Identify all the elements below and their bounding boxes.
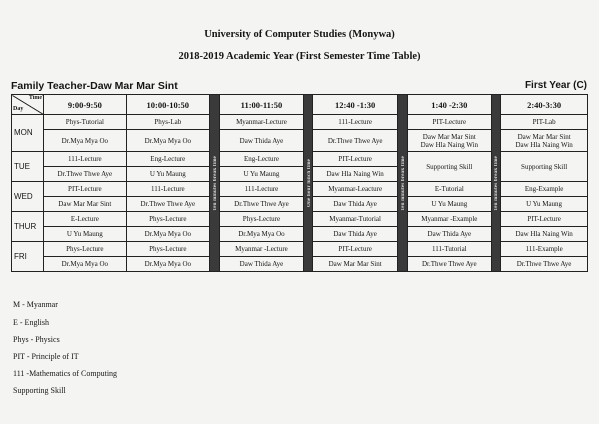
subject-cell: PIT-Lecture: [501, 212, 588, 227]
teacher-cell: Daw Mar Mar Sint Daw Hla Naing Win: [408, 130, 492, 152]
time-slot-6: 2:40-3:30: [501, 95, 588, 115]
teacher-cell: Dr.Mya Mya Oo: [219, 227, 304, 242]
header-row: [12, 95, 588, 115]
subject-cell: Myanmar-Leacture: [312, 182, 398, 197]
teacher-cell: Daw Hla Naing Win: [501, 227, 588, 242]
timetable: [11, 94, 588, 272]
subject-cell: PIT-Lab: [501, 115, 588, 130]
teacher-cell: Dr.Mya Mya Oo: [126, 257, 210, 272]
teacher-cell: U Yu Maung: [126, 167, 210, 182]
subject-cell: Myanmar-Tutorial: [312, 212, 398, 227]
subject-cell: Phys-Tutorial: [44, 115, 126, 130]
subject-cell: Phys-Lecture: [44, 242, 126, 257]
subject-cell: 111-Tutorial: [408, 242, 492, 257]
teacher-cell: U Yu Maung: [501, 197, 588, 212]
time-slot-2: 10:00-10:50: [126, 95, 210, 115]
table-row: [12, 257, 588, 272]
day-thur: THUR: [12, 212, 44, 242]
subject-cell: Phys-Lecture: [126, 212, 210, 227]
teacher-cell: U Yu Maung: [219, 167, 304, 182]
teacher-cell: U Yu Maung: [44, 227, 126, 242]
teacher-cell: Daw Thida Aye: [219, 257, 304, 272]
day-mon: MON: [12, 115, 44, 152]
legend-supporting-skill: Supporting Skill: [13, 386, 66, 395]
subject-cell: Myanmar -Example: [408, 212, 492, 227]
table-row: [12, 227, 588, 242]
teacher-cell: Dr.Thwe Thwe Aye: [501, 257, 588, 272]
subject-cell: Myanmar-Lecture: [219, 115, 304, 130]
table-row: [12, 242, 588, 257]
break-column-1: Ten minutes break time: [210, 95, 220, 272]
teacher-cell: Dr.Mya Mya Oo: [44, 257, 126, 272]
table-row: [12, 130, 588, 152]
table-row: [12, 212, 588, 227]
table-row: [12, 115, 588, 130]
teacher-cell: Dr.Mya Mya Oo: [126, 130, 210, 152]
corner-day-label: Day: [13, 106, 24, 112]
subject-cell: E-Lecture: [44, 212, 126, 227]
legend-english: E - English: [13, 318, 49, 327]
day-wed: WED: [12, 182, 44, 212]
day-tue: TUE: [12, 152, 44, 182]
legend-myanmar: M - Myanmar: [13, 300, 58, 309]
teacher-cell: Dr.Thwe Thwe Aye: [219, 197, 304, 212]
lunch-column: One hour lunch time: [304, 95, 313, 272]
time-slot-4: 12:40 -1:30: [312, 95, 398, 115]
day-fri: FRI: [12, 242, 44, 272]
class-year-label: First Year (C): [524, 80, 587, 91]
time-slot-1: 9:00-9:50: [44, 95, 126, 115]
break-column-3: Ten minutes break time: [491, 95, 501, 272]
subject-cell: PIT-Lecture: [312, 152, 398, 167]
teacher-cell: Daw Mar Mar Sint: [44, 197, 126, 212]
subject-cell: Phys-Lecture: [219, 212, 304, 227]
university-title: University of Computer Studies (Monywa): [204, 29, 395, 40]
teacher-cell: U Yu Maung: [408, 197, 492, 212]
table-row: [12, 182, 588, 197]
subject-cell: Eng-Example: [501, 182, 588, 197]
subject-cell: 111-Example: [501, 242, 588, 257]
teacher-cell: Daw Mar Mar Sint: [312, 257, 398, 272]
subject-cell: Eng-Lecture: [126, 152, 210, 167]
subject-cell: PIT-Lecture: [408, 115, 492, 130]
subject-cell: Eng-Lecture: [219, 152, 304, 167]
legend-maths: 111 -Mathematics of Computing: [13, 369, 118, 378]
subject-cell: E-Tutorial: [408, 182, 492, 197]
family-teacher-label: Family Teacher-Daw Mar Mar Sint: [11, 80, 178, 92]
table-row: [12, 197, 588, 212]
teacher-cell: Dr.Thwe Thwe Aye: [312, 130, 398, 152]
legend-pit: PIT - Principle of IT: [13, 352, 79, 361]
teacher-cell: Dr.Thwe Thwe Aye: [408, 257, 492, 272]
table-row: [12, 152, 588, 167]
subject-cell: Supporting Skill: [408, 152, 492, 182]
teacher-cell: Dr.Thwe Thwe Aye: [44, 167, 126, 182]
subject-cell: PIT-Lecture: [312, 242, 398, 257]
academic-year-title: 2018-2019 Academic Year (First Semester Time Table): [178, 51, 421, 62]
corner-cell: [12, 95, 44, 115]
teacher-cell: Dr.Mya Mya Oo: [44, 130, 126, 152]
subject-cell: 111-Lecture: [126, 182, 210, 197]
subject-cell: 111-Lecture: [312, 115, 398, 130]
teacher-cell: Daw Mar Mar Sint Daw Hla Naing Win: [501, 130, 588, 152]
teacher-cell: Daw Hla Naing Win: [312, 167, 398, 182]
subject-cell: 111-Lecture: [219, 182, 304, 197]
subject-cell: PIT-Lecture: [44, 182, 126, 197]
subject-cell: Myanmar -Lecture: [219, 242, 304, 257]
time-slot-3: 11:00-11:50: [219, 95, 304, 115]
legend-physics: Phys - Physics: [13, 335, 60, 344]
subject-cell: 111-Lecture: [44, 152, 126, 167]
teacher-cell: Dr.Thwe Thwe Aye: [126, 197, 210, 212]
teacher-cell: Daw Thida Aye: [312, 197, 398, 212]
corner-time-label: Time: [28, 95, 43, 101]
subject-cell: Phys-Lab: [126, 115, 210, 130]
subject-cell: Supporting Skill: [501, 152, 588, 182]
teacher-cell: Daw Thida Aye: [408, 227, 492, 242]
teacher-cell: Dr.Mya Mya Oo: [126, 227, 210, 242]
subject-cell: Phys-Lecture: [126, 242, 210, 257]
teacher-cell: Daw Thida Aye: [312, 227, 398, 242]
teacher-cell: Daw Thida Aye: [219, 130, 304, 152]
time-slot-5: 1:40 -2:30: [408, 95, 492, 115]
break-column-2: Ten minutes break time: [398, 95, 408, 272]
